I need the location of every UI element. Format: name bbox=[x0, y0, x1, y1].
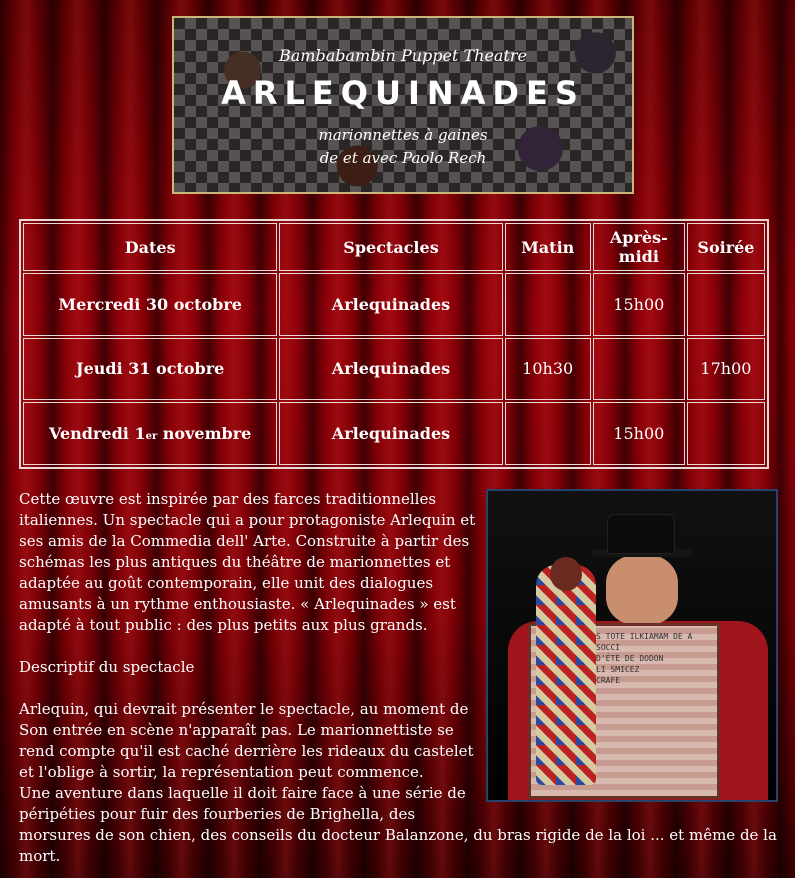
description-section bbox=[19, 489, 789, 867]
table-header-row bbox=[23, 223, 765, 271]
row-date bbox=[23, 402, 277, 465]
banner-image bbox=[172, 16, 634, 194]
company-name: Bambabambin Puppet Theatre bbox=[278, 46, 528, 65]
header-soiree: Soirée bbox=[687, 223, 765, 271]
header-dates: Dates bbox=[23, 223, 277, 271]
sign-line: CRAFE bbox=[596, 676, 621, 685]
header-spectacles: Spectacles bbox=[279, 223, 502, 271]
row-show: Arlequinades bbox=[279, 402, 502, 465]
row-apres: 15h00 bbox=[593, 402, 685, 465]
intro-paragraph: Cette œuvre est inspirée par des farces traditionnelles italiennes. Un spectacle qui a pour protagoniste Arlequin et ses amis de la Commedia dell' Arte. Construite à partir des schémas les plus antiques du théâtre de marionnettes et adaptée au goût contemporain, elle unit des dialogues amusants à un rythme enthousiaste. « Arlequinades » est adapté à tout public : des plus petits aux plus grands. bbox=[19, 490, 476, 634]
row-matin bbox=[505, 273, 591, 336]
date-ordinal: er bbox=[145, 431, 158, 443]
table-row bbox=[23, 338, 765, 401]
story-paragraph: Arlequin, qui devrait présenter le spectacle, au moment de Son entrée en scène n'apparaît pas. Le marionnettiste se rend compte qu'il est caché derrière les rideaux du castelet et l'oblige à sortir, la représentation peut commence. bbox=[19, 700, 474, 781]
row-matin: 10h30 bbox=[505, 338, 591, 401]
show-author: de et avec Paolo Rech bbox=[319, 149, 487, 167]
date-suffix: novembre bbox=[157, 424, 252, 444]
puppeteer-photo bbox=[486, 489, 778, 802]
row-date: Jeudi 31 octobre bbox=[23, 338, 277, 401]
sign-line: SOCCI bbox=[596, 643, 621, 652]
table-row bbox=[23, 402, 765, 465]
show-subtitle: marionnettes à gaines bbox=[318, 126, 488, 144]
row-soiree: 17h00 bbox=[687, 338, 765, 401]
story-paragraph-2: Une aventure dans laquelle il doit faire face à une série de péripéties pour fuir des fourberies de Brighella, des morsures de son chien, des conseils du docteur Balanzone, du bras rigide de la loi ... et même de la mort. bbox=[19, 784, 777, 865]
suitcase-labels bbox=[596, 631, 708, 686]
row-show: Arlequinades bbox=[279, 273, 502, 336]
section-heading: Descriptif du spectacle bbox=[19, 658, 195, 676]
header-apres-midi: Après-midi bbox=[593, 223, 685, 271]
row-apres bbox=[593, 338, 685, 401]
row-show: Arlequinades bbox=[279, 338, 502, 401]
row-soiree bbox=[687, 402, 765, 465]
row-matin bbox=[505, 402, 591, 465]
row-date: Mercredi 30 octobre bbox=[23, 273, 277, 336]
sign-line: D'ÉTÉ DE DODON bbox=[596, 654, 664, 663]
sign-line: LI SMICEZ bbox=[596, 665, 640, 674]
schedule-table bbox=[19, 219, 769, 469]
header-matin: Matin bbox=[505, 223, 591, 271]
show-title: ARLEQUINADES bbox=[221, 74, 585, 112]
sign-line: S TOTE ILKIAMAM DE A bbox=[596, 632, 693, 641]
row-apres: 15h00 bbox=[593, 273, 685, 336]
table-row bbox=[23, 273, 765, 336]
date-prefix: Vendredi 1 bbox=[49, 424, 146, 444]
row-soiree bbox=[687, 273, 765, 336]
